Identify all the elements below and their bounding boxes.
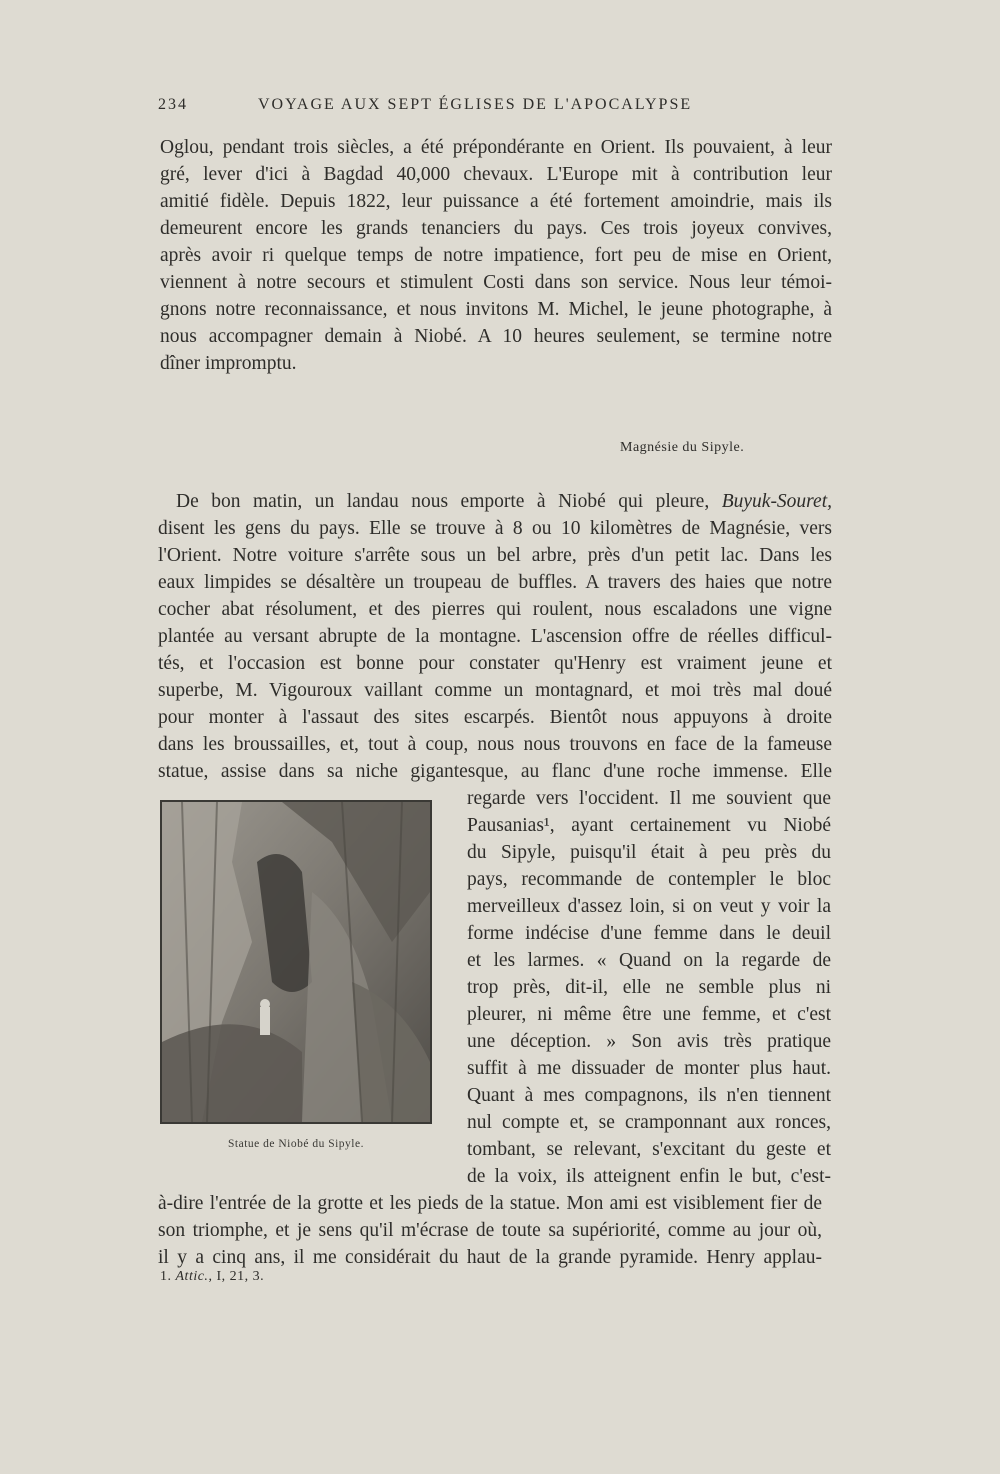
footnote xyxy=(160,1269,264,1285)
footnote-text: 1. Attic., I, 21, 3. xyxy=(160,1269,265,1284)
paragraph-2-wrap-line: de la voix, ils atteignent enfin le but, c'est- xyxy=(467,1166,831,1187)
paragraph-1-line: gré, lever d'ici à Bagdad 40,000 chevaux. L'Europe mit à contribution leur xyxy=(160,164,832,185)
paragraph-2-line: disent les gens du pays. Elle se trouve à 8 ou 10 kilomètres de Magnésie, vers xyxy=(158,518,832,539)
paragraph-2-wrap-lines xyxy=(467,785,831,1190)
paragraph-1-line: nous accompagner demain à Niobé. A 10 heures seulement, se termine notre xyxy=(160,326,832,347)
paragraph-2-wrap-line: du Sipyle, puisqu'il était à peu près du xyxy=(467,842,831,863)
paragraph-2-wrap-line: une déception. » Son avis très pratique xyxy=(467,1031,831,1052)
paragraph-2-line: l'Orient. Notre voiture s'arrête sous un bel arbre, près d'un petit lac. Dans les xyxy=(158,545,832,566)
section-heading: Magnésie du Sipyle. xyxy=(620,440,745,455)
paragraph-2 xyxy=(158,488,832,785)
niobe-statue-photo xyxy=(160,800,432,1124)
paragraph-2-line: statue, assise dans sa niche gigantesque, au flanc d'une roche immense. Elle xyxy=(158,761,832,782)
paragraph-2-closing-line: son triomphe, et je sens qu'il m'écrase de toute sa supériorité, comme au jour où, xyxy=(158,1220,822,1241)
paragraph-2-wrap-line: trop près, dit-il, elle ne semble plus ni xyxy=(467,977,831,998)
paragraph-2-line: cocher abat résolument, et des pierres qui roulent, nous escaladons une vigne xyxy=(158,599,832,620)
paragraph-2-line: eaux limpides se désaltère un troupeau de buffles. A travers des haies que notre xyxy=(158,572,832,593)
paragraph-1-line: amitié fidèle. Depuis 1822, leur puissance a été fortement amoindrie, mais ils xyxy=(160,191,832,212)
running-title: VOYAGE AUX SEPT ÉGLISES DE L'APOCALYPSE xyxy=(258,96,693,113)
paragraph-2-wrap-line: Quant à mes compagnons, ils n'en tiennent xyxy=(467,1085,831,1106)
paragraph-2-wrap-line: merveilleux d'assez loin, si on veut y voir la xyxy=(467,896,831,917)
page-header xyxy=(158,96,840,122)
paragraph-1 xyxy=(160,134,832,377)
paragraph-1-line: gnons notre reconnaissance, et nous invitons M. Michel, le jeune photographe, à xyxy=(160,299,832,320)
paragraph-2-wrap-line: tombant, se relevant, s'excitant du geste et xyxy=(467,1139,831,1160)
paragraph-2-wrap-line: pays, recommande de contempler le bloc xyxy=(467,869,831,890)
paragraph-1-line: dîner impromptu. xyxy=(160,353,297,374)
paragraph-2-full-lines xyxy=(158,515,832,785)
paragraph-2-wrap-line: et les larmes. « Quand on la regarde de xyxy=(467,950,831,971)
paragraph-2-closing-line: à-dire l'entrée de la grotte et les pieds de la statue. Mon ami est visiblement fier de xyxy=(158,1193,822,1214)
paragraph-1-line: Oglou, pendant trois siècles, a été prépondérante en Orient. Ils pouvaient, à leur xyxy=(160,137,832,158)
paragraph-2-line: superbe, M. Vigouroux vaillant comme un montagnard, et moi très mal doué xyxy=(158,680,832,701)
paragraph-2-wrap-line: regarde vers l'occident. Il me souvient que xyxy=(467,788,831,809)
paragraph-1-line: viennent à notre secours et stimulent Costi dans son service. Nous leur témoi- xyxy=(160,272,832,293)
paragraph-2-line: pour monter à l'assaut des sites escarpés. Bientôt nous appuyons à droite xyxy=(158,707,832,728)
paragraph-2-closing-lines xyxy=(158,1190,822,1271)
figure-caption: Statue de Niobé du Sipyle. xyxy=(228,1138,364,1150)
local-name-italic: Buyuk-Souret, xyxy=(721,491,832,512)
paragraph-2-wrap-line: suffit à me dissuader de monter plus haut. xyxy=(467,1058,831,1079)
paragraph-2-wrap-line: Pausanias¹, ayant certainement vu Niobé xyxy=(467,815,831,836)
rock-cliff-illustration xyxy=(162,802,430,1122)
first-line-text: De bon matin, un landau nous emporte à Niobé qui pleure, xyxy=(176,491,722,512)
paragraph-2-line: tés, et l'occasion est bonne pour constater qu'Henry est vraiment jeune et xyxy=(158,653,832,674)
paragraph-2-line: dans les broussailles, et, tout à coup, nous nous trouvons en face de la fameuse xyxy=(158,734,832,755)
paragraph-2-closing-line: il y a cinq ans, il me considérait du haut de la grande pyramide. Henry applau- xyxy=(158,1247,822,1268)
paragraph-2-first-line xyxy=(158,488,832,515)
paragraph-2-line: plantée au versant abrupte de la montagne. L'ascension offre de réelles difficul- xyxy=(158,626,832,647)
paragraph-2-wrap-line: pleurer, ni même être une femme, et c'est xyxy=(467,1004,831,1025)
paragraph-1-line: demeurent encore les grands tenanciers du pays. Ces trois joyeux convives, xyxy=(160,218,832,239)
paragraph-2-wrap-line: nul compte et, se cramponnant aux ronces, xyxy=(467,1112,831,1133)
page-number: 234 xyxy=(158,96,188,113)
paragraph-1-line: après avoir ri quelque temps de notre impatience, fort peu de mise en Orient, xyxy=(160,245,832,266)
paragraph-2-wrap-line: forme indécise d'une femme dans le deuil xyxy=(467,923,831,944)
